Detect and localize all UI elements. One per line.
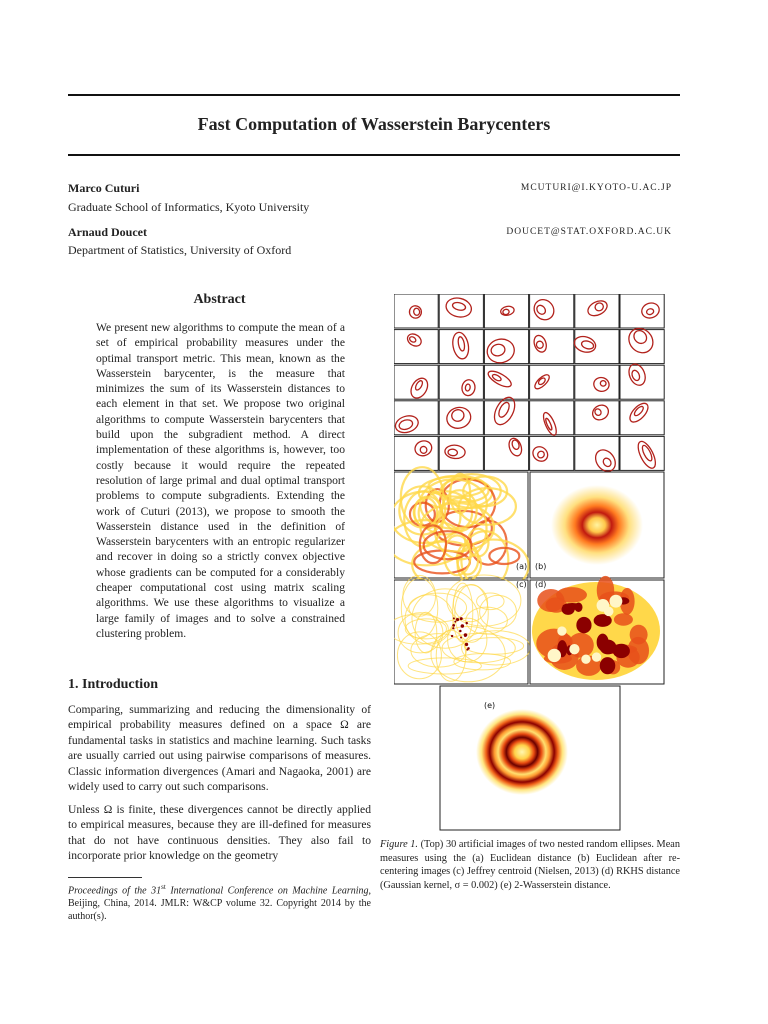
ellipse-thumbnail: [484, 365, 528, 399]
title-rule-bottom: [68, 154, 680, 156]
author-affiliation: Department of Statistics, University of Oxford: [68, 243, 292, 257]
author-email: DOUCET@STAT.OXFORD.AC.UK: [506, 227, 672, 237]
abstract-text: We present new algorithms to compute the mean of a set of empirical probability measures under the optimal transport metric. This mean, known as the Wasserstein barycenter, is the measure that minimizes the sum of its Wasserstein distances to each element in that set. We propose two original algorithms to compute Wasserstein barycenters that build upon the subgradient method. A direct implementation of these algorithms is, however, too costly because it would require the repeated resolution of large primal and dual optimal transport problems to compute subgradients. Extending the work of Cuturi (2013), we propose to smooth the Wasserstein distance used in the definition of Wasserstein barycenters with an entropic regularizer and recover in doing so a strictly convex objective whose gradients can be computed for a considerably cheaper computational cost using matrix scaling algorithms. We use these algorithms to visualize a large family of images and to solve a constrained clustering problem.: [96, 321, 345, 640]
panel-b-image: [551, 485, 643, 565]
ellipse-thumbnail-grid: [394, 294, 664, 475]
ellipse-thumbnail: [394, 365, 438, 399]
author-email: MCUTURI@I.KYOTO-U.AC.JP: [520, 183, 672, 193]
ellipse-thumbnail: [575, 365, 619, 399]
panel-label-a: (a): [516, 562, 528, 571]
panel-label-d: (d): [535, 580, 547, 589]
ellipse-thumbnail: [530, 436, 574, 470]
footnote-rest: , Beijing, China, 2014. JMLR: W&CP volume 32. Copyright 2014 by the author(s).: [68, 885, 372, 922]
footnote-rule: [68, 877, 142, 878]
ellipse-thumbnail: [530, 330, 574, 364]
ellipse-thumbnail: [575, 294, 619, 328]
ellipse-thumbnail: [620, 365, 664, 399]
panel-label-c: (c): [516, 580, 527, 589]
abstract-heading: Abstract: [193, 292, 246, 307]
panel-e-image: [476, 709, 568, 795]
author-affiliation: Graduate School of Informatics, Kyoto University: [68, 200, 310, 214]
author-name: Marco Cuturi: [68, 181, 140, 195]
intro-paragraph: Comparing, summarizing and reducing the dimensionality of empirical probability measures defined on a space Ω are fundamental tasks in statistics and machine learning. Such tasks are usually carried out using pairwise comparisons of measures. Classic information divergences (Amari and Nagaoka, 2001) are widely used to carry out such comparisons.: [68, 703, 371, 794]
paper-title: Fast Computation of Wasserstein Barycenters: [197, 114, 551, 134]
ellipse-thumbnail: [439, 365, 483, 399]
title-rule-top: [68, 94, 680, 96]
intro-paragraph: Unless Ω is finite, these divergences cannot be directly applied to empirical measures, because they are ill-defined for measures that do not have continuous densities. They also fail to incorporate prior knowledge on the geometry: [68, 803, 371, 863]
caption-text: (Top) 30 artificial images of two nested random ellipses. Mean measures using the (a) Euclidean distance (b) Euclidean after re-centering images (c) Jeffrey centroid (Nielsen, 2013) (d) RKHS distance (Gaussian kernel, σ = 0.002) (e) 2-Wasserstein distance.: [380, 839, 680, 891]
ellipse-thumbnail: [620, 330, 664, 364]
footnote-sup: st: [161, 883, 166, 891]
panel-label-e: (e): [484, 701, 496, 710]
caption-label: Figure 1.: [380, 839, 418, 850]
ellipse-thumbnail: [484, 436, 528, 470]
section-heading: 1. Introduction: [68, 677, 158, 692]
footnote-lead: Proceedings of the 31: [68, 885, 162, 897]
ellipse-thumbnail: [394, 294, 438, 328]
footnote: [68, 881, 371, 924]
figure-caption: [380, 838, 680, 892]
mean-panels: [394, 467, 664, 830]
figure-1-image: [394, 294, 666, 832]
ellipse-thumbnail: [484, 330, 528, 364]
footnote-conference: International Conference on Machine Learning: [165, 885, 369, 897]
ellipse-thumbnail: [484, 401, 528, 435]
ellipse-thumbnail: [575, 330, 619, 364]
ellipse-thumbnail: [484, 294, 528, 328]
ellipse-thumbnail: [530, 294, 574, 328]
panel-label-b: (b): [535, 562, 547, 571]
author-name: Arnaud Doucet: [68, 225, 148, 239]
ellipse-thumbnail: [439, 401, 483, 435]
